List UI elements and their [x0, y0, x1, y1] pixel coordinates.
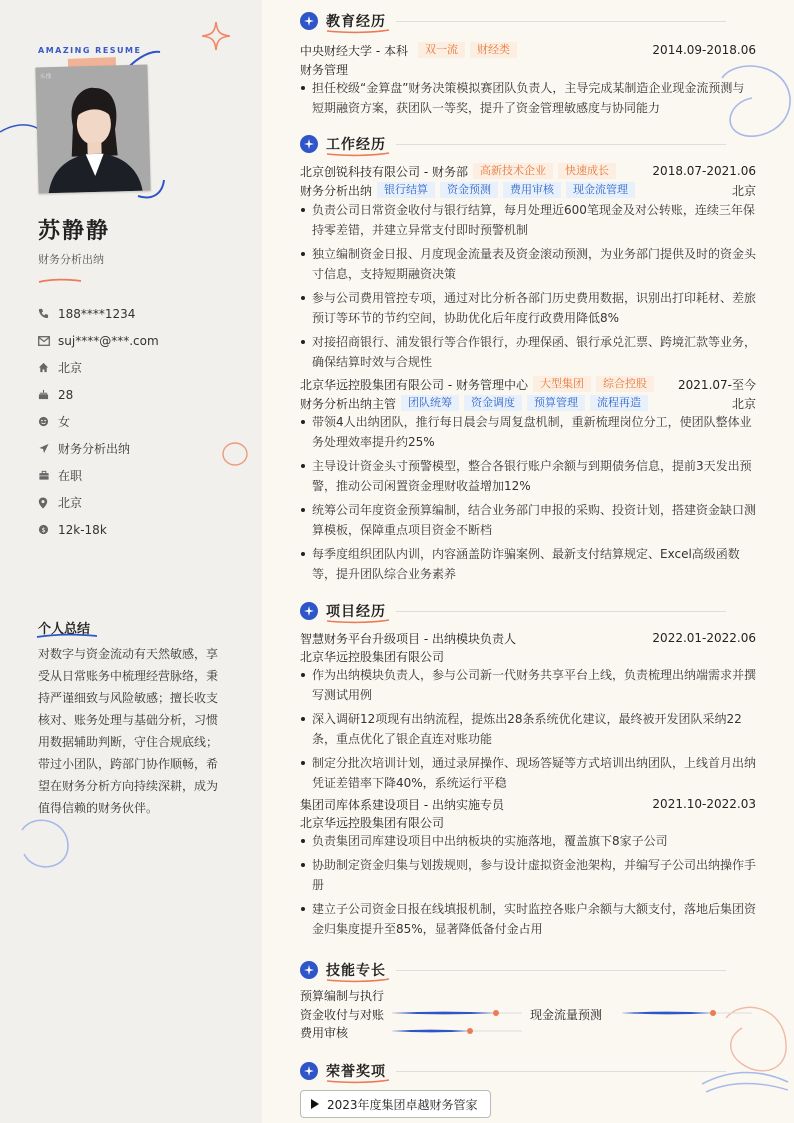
section-skills	[300, 959, 756, 1041]
name-underline	[38, 278, 82, 284]
avatar	[35, 65, 150, 194]
info-text: 女	[58, 415, 71, 429]
section-title: 技能专长	[326, 963, 386, 979]
bullet-item: 制定分批次培训计划，通过录屏操作、现场答疑等方式培训出纳团队，上线首月出纳凭证差错率下降40%，系统运行平稳	[300, 753, 756, 793]
project-name: 智慧财务平台升级项目 - 出纳模块负责人	[300, 631, 516, 646]
sparkle-icon	[300, 12, 318, 30]
city: 北京	[731, 396, 756, 411]
section-header	[300, 600, 756, 622]
section-honors	[300, 1060, 756, 1118]
brand-text: AMAZING RESUME	[38, 46, 142, 55]
bullet-item: 建立子公司资金日报在线填报机制，实时监控各账户余额与大额支付，落地后集团资金归集度提升至85%，显著降低备付金占用	[300, 899, 756, 939]
major-row	[300, 60, 756, 78]
period: 2022.01-2022.06	[652, 631, 756, 645]
bullet-item: 担任校级“金算盘”财务决策模拟赛团队负责人，主导完成某制造企业现金流预测与短期融资方案，获团队一等奖，提升了资金管理敏感度与协同能力	[300, 78, 756, 118]
project-org-row	[300, 813, 756, 831]
tag: 快速成长	[558, 163, 616, 179]
tag: 双一流	[418, 42, 465, 58]
bullet-item: 带领4人出纳团队，推行每日晨会与周复盘机制，重新梳理岗位分工，使团队整体业务处理效率提升约25%	[300, 412, 756, 452]
company-name: 北京华远控股集团有限公司 - 财务管理中心	[300, 377, 528, 392]
bullet-item: 独立编制资金日报、月度现金流量表及资金滚动预测，为业务部门提供及时的资金头寸信息，支持短期融资决策	[300, 244, 756, 284]
info-row-home	[38, 354, 248, 381]
gender-icon	[38, 416, 58, 427]
section-divider	[396, 1071, 726, 1072]
info-row-age	[38, 381, 248, 408]
bullet-item: 协助制定资金归集与划拨规则，参与设计虚拟资金池架构，并编写子公司出纳操作手册	[300, 855, 756, 895]
section-header	[300, 10, 756, 32]
info-row-email	[38, 327, 248, 354]
sparkle-icon	[300, 602, 318, 620]
period: 2021.07-至今	[678, 377, 756, 392]
period: 2018.07-2021.06	[652, 164, 756, 178]
job-entry	[300, 374, 756, 584]
section-title-underline	[326, 618, 390, 624]
award-badge	[300, 1090, 491, 1118]
skill-bar	[392, 1026, 522, 1036]
company-name: 北京创锐科技有限公司 - 财务部	[300, 164, 468, 179]
info-text: suj****@***.com	[58, 333, 159, 348]
info-text: 财务分析出纳	[58, 442, 131, 456]
skill-bar-knob	[467, 1028, 473, 1034]
info-row-salary	[38, 516, 248, 543]
bullet-item: 参与公司费用管控专项，通过对比分析各部门历史费用数据，识别出打印耗材、差旅预订等环节的节约空间，协助优化后年度行政费用降低8%	[300, 288, 756, 328]
tag: 费用审核	[503, 182, 561, 198]
candidate-subtitle: 财务分析出纳	[38, 253, 104, 266]
decor-star-icon	[200, 20, 232, 52]
section-title-underline	[326, 28, 390, 34]
info-text: 12k-18k	[58, 522, 107, 537]
briefcase-icon	[38, 470, 58, 481]
tag: 银行结算	[377, 182, 435, 198]
skill-bar-knob	[710, 1010, 716, 1016]
skill-bar-fill	[392, 1012, 496, 1015]
section-title-underline	[326, 977, 390, 983]
info-row-position	[38, 435, 248, 462]
location-pin-icon	[38, 497, 58, 509]
skill-name: 预算编制与执行	[300, 989, 385, 1003]
summary-underline	[36, 633, 98, 639]
info-row-phone	[38, 300, 248, 327]
info-text: 在职	[58, 469, 83, 483]
bullet-item: 每季度组织团队内训，内容涵盖防诈骗案例、最新支付结算规定、Excel高级函数等，提升团队综合业务素养	[300, 544, 756, 584]
skill-bar-fill	[622, 1012, 713, 1015]
skill-bar	[622, 1008, 752, 1018]
tag: 流程再造	[590, 395, 648, 411]
role-name: 财务分析出纳主管	[300, 396, 397, 411]
city: 北京	[731, 183, 756, 198]
cake-icon	[38, 389, 58, 400]
skill-name: 费用审核	[300, 1026, 349, 1040]
section-header	[300, 1060, 756, 1082]
skill-name: 现金流量预测	[530, 1008, 603, 1022]
section-title: 教育经历	[326, 14, 386, 30]
section-title-underline	[326, 151, 390, 157]
bullet-item: 作为出纳模块负责人，参与公司新一代财务共享平台上线，负责梳理出纳端需求并撰写测试用例	[300, 665, 756, 705]
bullet-item: 负责公司日常资金收付与银行结算，每月处理近600笔现金及对公转账，连续三年保持零差错，并建立异常支付即时预警机制	[300, 200, 756, 240]
money-icon	[38, 524, 58, 535]
bullet-item: 对接招商银行、浦发银行等合作银行，办理保函、银行承兑汇票、跨境汇款等业务，确保结算时效与合规性	[300, 332, 756, 372]
photo-label: 头像	[39, 73, 52, 81]
section-projects	[300, 600, 756, 943]
bullet-item: 负责集团司库建设项目中出纳板块的实施落地，覆盖旗下8家子公司	[300, 831, 756, 851]
award-text: 2023年度集团卓越财务管家	[327, 1097, 478, 1112]
tag: 大型集团	[533, 376, 591, 392]
project-entry	[300, 795, 756, 939]
contact-info-list	[38, 300, 248, 543]
tag: 综合控股	[596, 376, 654, 392]
project-name: 集团司库体系建设项目 - 出纳实施专员	[300, 797, 504, 812]
period: 2014.09-2018.06	[652, 43, 756, 57]
candidate-name: 苏静静	[38, 219, 111, 244]
section-title-underline	[326, 1078, 390, 1084]
sparkle-icon	[300, 135, 318, 153]
section-header	[300, 959, 756, 981]
svg-text:$: $	[41, 525, 46, 534]
person-silhouette-icon	[35, 65, 150, 194]
role-name: 财务分析出纳	[300, 183, 373, 198]
mail-icon	[38, 336, 58, 346]
skill-bar-fill	[392, 1030, 470, 1033]
project-org: 北京华远控股集团有限公司	[300, 815, 445, 830]
tag: 财经类	[470, 42, 517, 58]
skill-bar-knob	[493, 1010, 499, 1016]
info-row-gender	[38, 408, 248, 435]
project-org-row	[300, 647, 756, 665]
company-row	[300, 162, 756, 180]
send-icon	[38, 443, 58, 454]
tag: 预算管理	[527, 395, 585, 411]
home-icon	[38, 362, 58, 373]
period: 2021.10-2022.03	[652, 797, 756, 811]
section-divider	[396, 21, 726, 22]
section-title: 项目经历	[326, 604, 386, 620]
school-name: 中央财经大学 - 本科	[300, 43, 408, 58]
project-entry	[300, 629, 756, 793]
info-text: 北京	[58, 496, 83, 510]
info-text: 188****1234	[58, 306, 136, 321]
education-row	[300, 40, 756, 60]
company-row	[300, 374, 756, 394]
bullet-item: 统筹公司年度资金预算编制，结合业务部门申报的采购、投资计划，搭建资金缺口测算模板，保障重点项目资金不断档	[300, 500, 756, 540]
role-row	[300, 394, 756, 412]
section-work	[300, 133, 756, 588]
skill-bar	[392, 1008, 522, 1018]
skills-list	[300, 987, 756, 1041]
section-title: 工作经历	[326, 137, 386, 153]
info-text: 28	[58, 387, 74, 402]
tag: 资金调度	[464, 395, 522, 411]
role-row	[300, 180, 756, 200]
play-triangle-icon	[311, 1099, 319, 1109]
project-org: 北京华远控股集团有限公司	[300, 649, 445, 664]
section-divider	[396, 611, 726, 612]
summary-title: 个人总结	[38, 622, 91, 637]
tag: 团队统筹	[401, 395, 459, 411]
bullet-item: 深入调研12项现有出纳流程，提炼出28条系统优化建议，最终被开发团队采纳22条，重点优化了银企直连对账功能	[300, 709, 756, 749]
section-education	[300, 10, 756, 122]
info-row-status	[38, 462, 248, 489]
summary-text: 对数字与资金流动有天然敏感，享受从日常账务中梳理经营脉络，秉持严谨细致与风险敏感；擅长收支核对、账务处理与基础分析，习惯用数据辅助判断，守住合规底线；带过小团队，跨部门协作顺畅，希望在财务分析方向持续深耕，成为值得信赖的财务伙伴。	[38, 647, 219, 815]
major: 财务管理	[300, 62, 349, 77]
tag: 现金流管理	[566, 182, 635, 198]
section-title: 荣誉奖项	[326, 1064, 386, 1080]
sparkle-icon	[300, 1062, 318, 1080]
section-divider	[396, 970, 726, 971]
phone-icon	[38, 308, 58, 319]
section-divider	[396, 144, 726, 145]
tag: 高新技术企业	[473, 163, 553, 179]
tag: 资金预测	[440, 182, 498, 198]
sidebar	[0, 0, 262, 1123]
decor-circle-blue	[14, 810, 74, 874]
info-row-city	[38, 489, 248, 516]
project-row	[300, 629, 756, 647]
section-header	[300, 133, 756, 155]
skill-name: 资金收付与对账	[300, 1008, 385, 1022]
sparkle-icon	[300, 961, 318, 979]
bullet-item: 主导设计资金头寸预警模型，整合各银行账户余额与到期债务信息，提前3天发出预警，推动公司闲置资金理财收益增加12%	[300, 456, 756, 496]
info-text: 北京	[58, 361, 83, 375]
project-row	[300, 795, 756, 813]
job-entry	[300, 162, 756, 372]
main-content	[262, 0, 794, 1123]
